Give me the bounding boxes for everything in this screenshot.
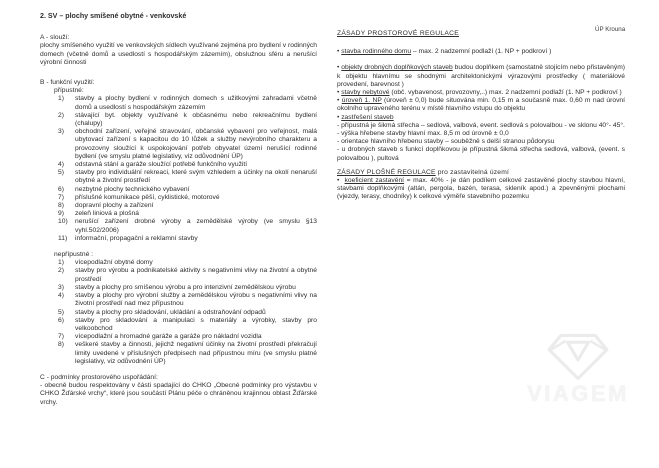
bullet-icon: • [337,64,340,72]
item-text: stavby a plochy pro smíšenou výrobu a pro intenzivní zemědělskou výrobu [75,283,296,291]
section-a-body: plochy smíšeného využití ve venkovských sídlech využívané zejména pro bydlení v rodinných domech (včetně domů a usedlostí s hospodářským zázemím), obslužnou sféru a nerušící výrobní činnosti [40,42,317,66]
bullet-icon: • [337,177,340,185]
list-item [40,202,317,210]
item-text: stávající byt. objekty využívané k občasnému nebo rekreačnímu bydlení (chalupy) [75,111,317,128]
viagem-watermark [520,333,636,406]
item-number: 10) [58,218,68,226]
item-text: zeleň liniová a plošná [75,210,139,218]
watermark-text: VIAGEM [527,381,629,406]
plane-regulation-heading: ZÁSADY PLOŠNÉ REGULACE pro zastavitelná území [337,168,510,176]
section-b-heading: B - funkční využití: [40,79,95,87]
item-number: 7) [58,333,64,341]
item-number: 3) [58,283,64,291]
page-header-right: ÚP Krouna [595,26,626,33]
right-column [337,30,625,202]
list-item [40,161,317,169]
left-column [40,12,317,407]
list-item [40,194,317,202]
item-number: 4) [58,161,64,169]
regulation-bullet: • stavby nebytové (obč. vybavenost, provozovny,..) max. 2 nadzemní podlaží (1. NP + podkroví ) [337,89,622,97]
item-text: příslušné komunikace pěší, cyklistické, motorové [75,193,220,201]
item-number: 9) [58,210,64,218]
page-title: 2. SV – plochy smíšené obytné - venkovské [40,12,187,20]
permitted-label: přípustné: [54,87,84,95]
item-number: 4) [58,292,64,300]
list-item [40,259,317,267]
item-number: 11) [58,234,68,242]
item-text: odstavná stání a garáže sloužící potřebě funkčního využití [75,161,248,169]
list-item [40,128,317,161]
list-item [40,210,317,218]
regulation-dash-item: - u drobných staveb s funkcí doplňkovou je přípustná šikmá střecha sedlová, valbová, (event. s polovalbou ), pultová [337,146,625,162]
section-a-heading: A - slouží: [40,34,70,42]
item-number: 7) [58,193,64,201]
regulation-dash-item: - výška hřebene stavby hlavní max. 8,5 m od úrovně ± 0,0 [337,130,509,138]
item-number: 5) [58,169,64,177]
list-item [40,169,317,185]
item-number: 8) [58,341,64,349]
item-text: stavby pro skladování a manipulaci s materiály a výrobky, stavby pro velkoobchod [75,316,317,332]
item-number: 3) [58,128,64,136]
item-text: nerušící zařízení drobné výroby a zemědělské výroby (ve smyslu §13 vyhl.502/2006) [75,218,317,234]
list-item [40,218,317,234]
list-item [40,267,317,283]
item-number: 1) [58,259,64,267]
item-text: nezbytné plochy technického vybavení [75,185,190,193]
item-text: obchodní zařízení, veřejné stravování, občanské vybavení pro veřejnost, malá ubytovací zařízení s kapacitou do 10 lůžek a služby nevýrobního charakteru a provozovny sloužící k uspokojování potřeb obyvatel území nerušící rodinné bydlení (ve smyslu platné legislativy, viz odůvodnění ÚP) [75,128,317,160]
item-text: stavby pro výrobu a podnikatelské aktivity s negativními vlivy na životní a obytné prostředí [75,267,317,283]
list-item [40,186,317,194]
regulation-dash-item: - přípustná je šikmá střecha – sedlová, valbová, event. sedlová s polovalbou - ve sklonu 40°- 45°. [337,121,625,129]
item-number: 6) [58,316,64,324]
list-item [40,112,317,128]
bullet-icon: • [337,89,340,97]
list-item [40,284,317,292]
list-item [40,309,317,317]
item-number: 6) [58,185,64,193]
item-text: veškeré stavby a činnosti, jejichž negativní účinky na životní prostředí překračují limity uvedené v příslušných předpisech nad přípustnou míru (ve smyslu platné legislativy, viz odůvodnění ÚP) [75,341,317,365]
not-permitted-label: nepřípustné : [54,251,94,259]
item-text: stavby a plochy pro výrobní služby a zemědělskou výrobu s negativními vlivy na životní prostředí nad mez přípustnou [75,292,317,308]
item-number: 1) [58,95,64,103]
list-item [40,333,317,341]
bullet-icon: • [337,48,340,56]
item-text: stavby pro individuální rekreaci, které svým vzhledem a účinky na okolí nenaruší obytné a životní prostředí [75,169,317,185]
item-text: dopravní plochy a zařízení [75,202,154,210]
viagem-diamond-logo [546,333,610,381]
list-item [40,235,317,243]
section-c-body: - obecně budou respektovány v části spadající do CHKO „Obecné podmínky pro výstavbu v CHKO Žďárské vrchy“, které jsou součástí Plánu péče o chráněnou krajinnou oblast Žďárské vrchy. [40,382,317,406]
section-c-heading: C - podmínky prostorového uspořádání: [40,373,158,381]
item-number: 8) [58,202,64,210]
item-text: stavby a plochy pro skladování, ukládání a odstraňování odpadů [75,308,266,316]
item-text: vícepodlažní obytné domy [75,259,153,267]
list-item [40,341,317,366]
bullet-icon: • [337,113,340,121]
regulation-bullet: • úroveň 1. NP (úroveň ± 0,0) bude situována min. 0,15 m a současně max. 0,60 m nad úrovní okolního upraveného terénu v místě hlavního vstupu do objektu [337,97,625,113]
list-item [40,292,317,308]
spatial-regulation-heading: ZÁSADY PROSTOROVÉ REGULACE [337,30,460,37]
item-number: 5) [58,308,64,316]
list-item [40,95,317,111]
item-number: 2) [58,111,64,119]
regulation-bullet: • stavba rodinného domu – max. 2 nadzemní podlaží (1. NP + podkroví ) [337,48,552,56]
list-item [40,317,317,333]
item-text: vícepodlažní a hromadné garáže a garáže pro nákladní vozidla [75,333,262,341]
item-text: stavby a plochy bydlení v rodinných domech s užitkovými zahradami včetně domů a usedlostí s hospodářským zázemím [75,95,317,111]
item-number: 2) [58,267,64,275]
regulation-bullet: • zastřešení staveb [337,113,394,121]
regulation-bullet: • koeficient zastavění = max. 40% - je dán podílem celkové zastavěné plochy stavbou hlavní, stavbami doplňkovými (altán, pergola, bazén, terasa, skleník apod.) a zpevněnými plochami (vjezdy, terasy, chodníky) k celkové výměře stavebního pozemku [337,177,625,201]
item-text: informační, propagační a reklamní stavby [75,234,198,242]
regulation-dash-item: - orientace hlavního hřebenu stavby – souběžně s delší stranou půdorysu [337,138,555,146]
regulation-bullet: • objekty drobných doplňkových staveb budou doplňkem (samostatně stojícím nebo přistavěným) k objektu hlavnímu se shodnými architektonickými výrazovými prostředky ( materiálové provedení, barevnost ) [337,64,626,88]
bullet-icon: • [337,97,340,105]
